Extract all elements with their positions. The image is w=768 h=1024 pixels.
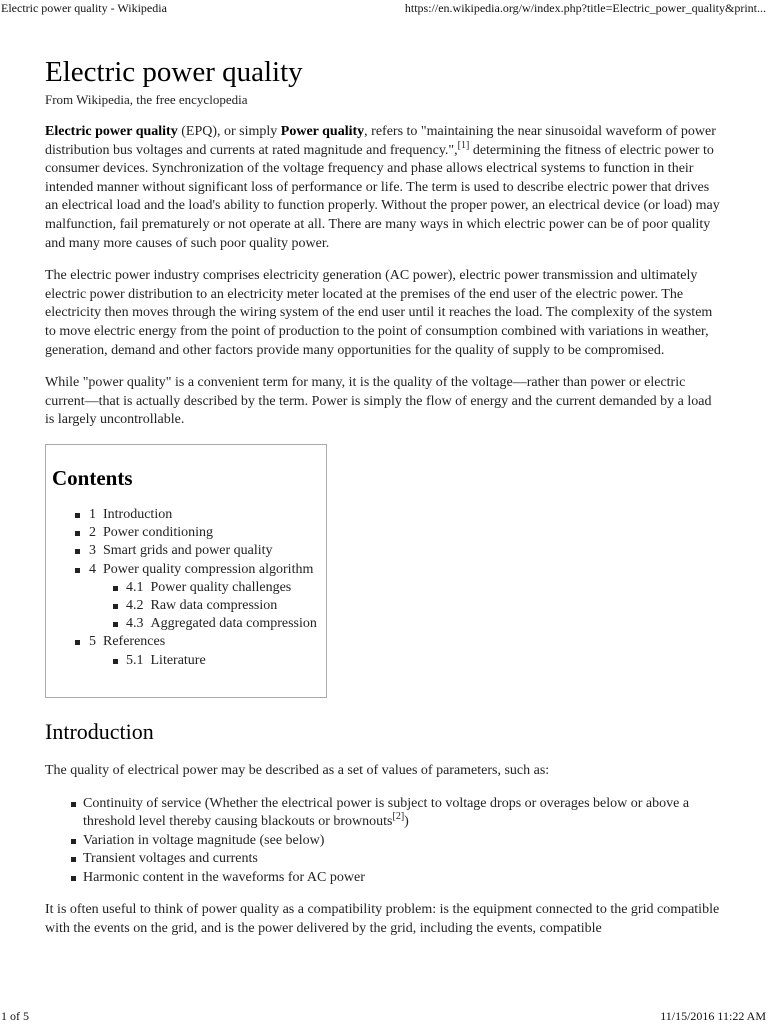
paragraph-compatibility: It is often useful to think of power quality as a compatibility problem: is the equipment connected to the grid compatible with the events on the grid, and is the power delivered by the grid, including the events, compatible bbox=[45, 902, 720, 937]
list-item-suffix: ) bbox=[404, 814, 409, 830]
toc-item[interactable] bbox=[52, 524, 320, 542]
print-page-number: 1 of 5 bbox=[1, 1009, 29, 1023]
toc-item[interactable] bbox=[52, 506, 320, 524]
list-item-text: Harmonic content in the waveforms for AC power bbox=[83, 869, 365, 885]
toc-item-label[interactable]: Power conditioning bbox=[103, 525, 214, 541]
intro-lead-paragraph: The quality of electrical power may be described as a set of values of parameters, such as: bbox=[45, 762, 550, 778]
site-tagline: From Wikipedia, the free encyclopedia bbox=[45, 92, 248, 107]
article-content bbox=[45, 54, 720, 939]
lead-text-3: determining the fitness of electric power to consumer devices. Synchronization of the voltage frequency and phase allows electrical systems to function in their intended manner without significant loss of performance or life. The term is used to describe electric power that drives an electrical load and the load's ability to function properly. Without the proper power, an electrical device (or load) may malfunction, fail prematurely or not operate at all. There are many ways in which electric power can be of poor quality and many more causes of such poor quality power. bbox=[45, 142, 720, 251]
toc-item-label[interactable]: References bbox=[103, 634, 166, 650]
lead-text-1: (EPQ), or simply bbox=[177, 124, 281, 139]
paragraph-voltage: While "power quality" is a convenient term for many, it is the quality of the voltage—rather than power or electric current—that is actually described by the term. Power is simply the flow of energy and the current demanded by a load is largely uncontrollable. bbox=[45, 375, 712, 428]
paragraph-industry: The electric power industry comprises electricity generation (AC power), electric power transmission and ultimately electric power distribution to an electricity meter located at the premises of the end user of the electric power. The electricity then moves through the wiring system of the end user until it reaches the load. The complexity of the system to move electric energy from the point of production to the point of consumption combined with variations in weather, generation, demand and other factors provide many opportunities for the quality of supply to be compromised. bbox=[45, 268, 713, 358]
toc-item-number: 5.1 bbox=[126, 652, 144, 668]
toc-item-number: 3 bbox=[89, 543, 96, 559]
toc-item[interactable] bbox=[52, 561, 320, 579]
toc-item-label[interactable]: Aggregated data compression bbox=[150, 616, 317, 632]
print-url: https://en.wikipedia.org/w/index.php?title=Electric_power_quality&print... bbox=[404, 1, 766, 15]
toc-item[interactable] bbox=[52, 579, 320, 597]
toc-item-label[interactable]: Introduction bbox=[103, 506, 173, 522]
print-header bbox=[0, 0, 768, 16]
list-item bbox=[45, 832, 720, 851]
reference-link-1[interactable]: [1] bbox=[457, 139, 470, 151]
print-page-title: Electric power quality - Wikipedia bbox=[1, 1, 167, 15]
lead-paragraph bbox=[45, 123, 720, 253]
toc-item[interactable] bbox=[52, 633, 320, 651]
toc-item[interactable] bbox=[52, 597, 320, 615]
toc-title: Contents bbox=[52, 465, 133, 490]
toc-item-number: 2 bbox=[89, 525, 96, 541]
toc-item-number: 4.1 bbox=[126, 579, 144, 595]
lead-bold-term: Electric power quality bbox=[45, 124, 178, 139]
toc-item-number: 1 bbox=[89, 506, 96, 522]
lead-bold-alias: Power quality bbox=[280, 124, 365, 139]
toc-item-number: 4.3 bbox=[126, 616, 144, 632]
toc-item-number: 4 bbox=[89, 561, 96, 577]
toc-item-label[interactable]: Literature bbox=[150, 652, 206, 668]
list-item bbox=[45, 795, 720, 832]
intro-bullet-list bbox=[45, 795, 720, 888]
table-of-contents bbox=[45, 444, 327, 698]
toc-item-label[interactable]: Raw data compression bbox=[150, 597, 278, 613]
toc-item[interactable] bbox=[52, 542, 320, 560]
print-datetime: 11/15/2016 11:22 AM bbox=[660, 1009, 766, 1023]
section-heading-introduction: Introduction bbox=[45, 718, 154, 744]
print-footer bbox=[0, 1008, 768, 1024]
list-item-text: Transient voltages and currents bbox=[83, 851, 258, 867]
toc-item[interactable] bbox=[52, 615, 320, 633]
page-title: Electric power quality bbox=[45, 56, 303, 88]
toc-item[interactable] bbox=[52, 652, 320, 670]
list-item bbox=[45, 869, 720, 888]
toc-item-label[interactable]: Power quality compression algorithm bbox=[103, 561, 314, 577]
toc-item-label[interactable]: Power quality challenges bbox=[150, 579, 292, 595]
toc-item-number: 4.2 bbox=[126, 597, 144, 613]
toc-item-number: 5 bbox=[89, 634, 96, 650]
list-item-text: Variation in voltage magnitude (see below) bbox=[83, 832, 325, 848]
list-item bbox=[45, 850, 720, 869]
reference-link[interactable]: [2] bbox=[392, 811, 405, 823]
list-item-text: Continuity of service (Whether the electrical power is subject to voltage drops or overages below or above a threshold level thereby causing blackouts or brownouts bbox=[83, 795, 690, 830]
toc-item-label[interactable]: Smart grids and power quality bbox=[103, 543, 273, 559]
toc-list bbox=[52, 506, 320, 670]
lead-text-2: , refers to "maintaining the near sinusoidal waveform of power distribution bus voltages and currents at rated magnitude and frequency.", bbox=[45, 124, 716, 158]
